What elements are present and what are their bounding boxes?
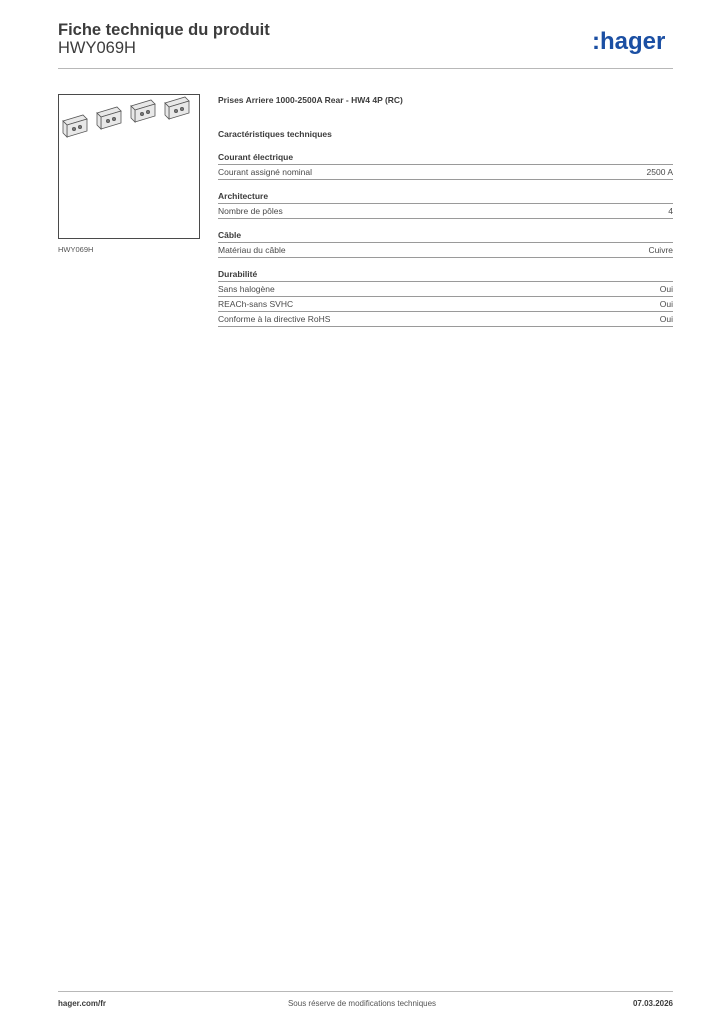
page-title: Fiche technique du produit [58,21,270,39]
footer-website: hager.com/fr [58,999,107,1008]
product-details [218,95,673,327]
spec-value: 4 [668,206,673,216]
group-cable [218,230,673,258]
image-caption: HWY069H [58,245,94,254]
section-heading: Caractéristiques techniques [218,129,332,139]
product-image-frame [58,94,200,239]
spec-row [218,243,673,258]
spec-label: Conforme à la directive RoHS [218,314,331,324]
spec-label: Courant assigné nominal [218,167,313,177]
footer-notice: Sous réserve de modifications techniques [287,999,437,1008]
footer-date: 07.03.2026 [632,999,673,1008]
spec-row [218,165,673,180]
product-code: HWY069H [58,39,136,57]
hager-logo-text: :hager [592,28,666,55]
group-title: Courant électrique [218,152,673,165]
rear-terminal-lugs-image [59,95,199,238]
hager-logo [592,27,674,57]
spec-row [218,312,673,327]
group-title: Architecture [218,191,673,204]
spec-value: Oui [659,314,673,324]
spec-label: Nombre de pôles [218,206,283,216]
group-title: Câble [218,230,673,243]
group-electrical-current [218,152,673,180]
spec-value: 2500 A [646,167,673,177]
group-durability [218,269,673,327]
spec-label: Matériau du câble [218,245,286,255]
spec-value: Oui [659,284,673,294]
product-name: Prises Arriere 1000-2500A Rear - HW4 4P (RC) [218,95,403,105]
spec-row [218,282,673,297]
spec-value: Oui [659,299,673,309]
spec-value: Cuivre [648,245,673,255]
spec-row [218,297,673,312]
spec-row [218,204,673,219]
spec-label: Sans halogène [218,284,275,294]
header-divider [58,68,673,69]
group-architecture [218,191,673,219]
footer-divider [58,991,673,992]
spec-label: REACh-sans SVHC [218,299,294,309]
group-title: Durabilité [218,269,673,282]
